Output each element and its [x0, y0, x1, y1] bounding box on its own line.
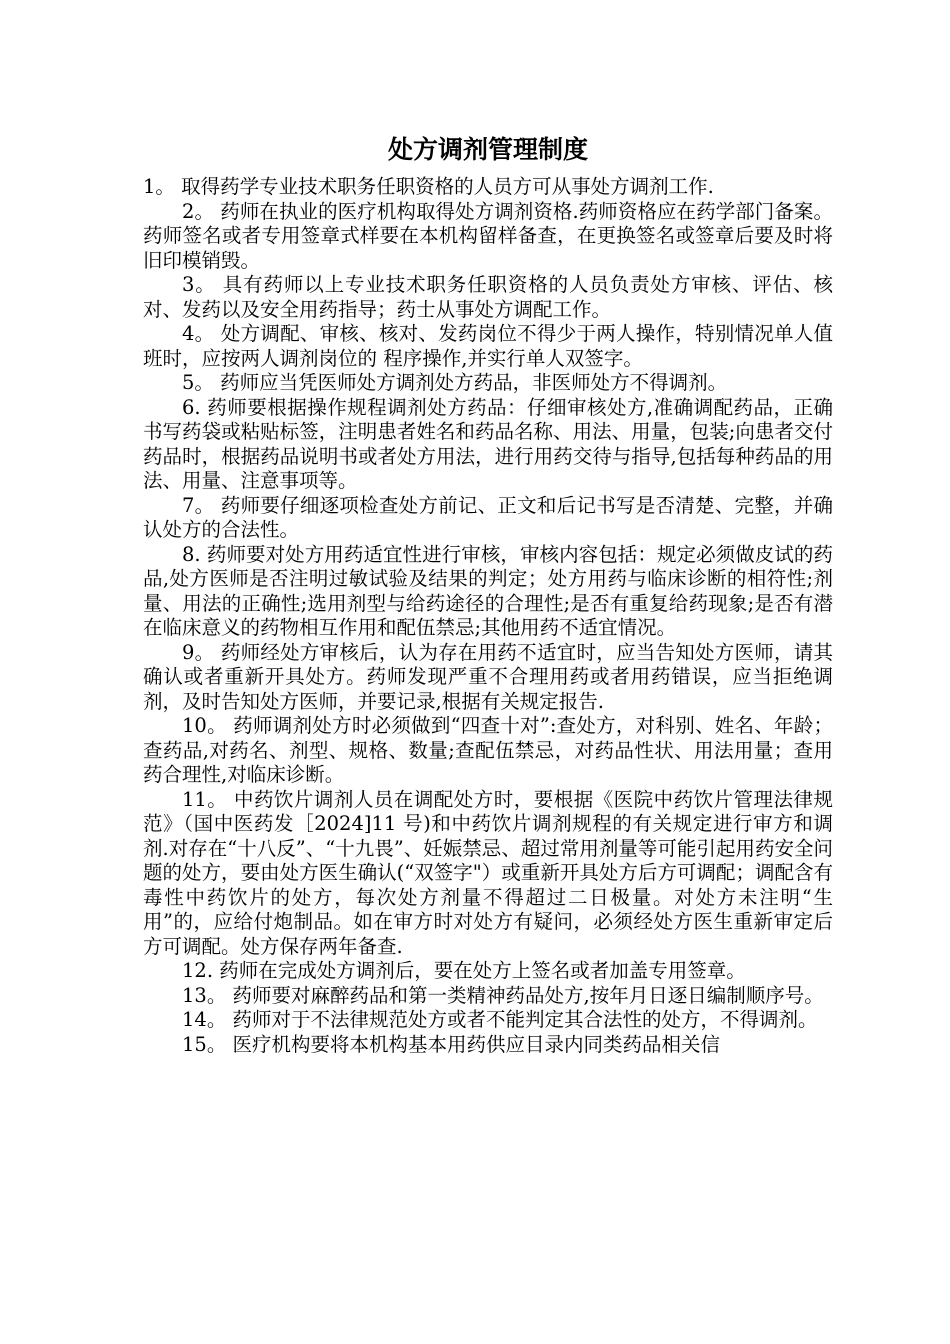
paragraph-9: 9。 药师经处方审核后，认为存在用药不适宜时，应当告知处方医师，请其确认或者重新开具处方。药师发现严重不合理用药或者用药错误，应当拒绝调剂，及时告知处方医师，并要记录,根据有关规定报告.: [143, 640, 833, 713]
document-title: 处方调剂管理制度: [387, 135, 588, 164]
paragraph-11: 11。 中药饮片调剂人员在调配处方时，要根据《医院中药饮片管理法律规范》（国中医药发［2024]11 号)和中药饮片调剂规程的有关规定进行审方和调剂.对存在“十八反”、“十九畏”、妊娠禁忌、超过常用剂量等可能引起用药安全问题的处方，要由处方医生确认(“双签字"）或重新开具处方后方可调配；调配含有毒性中药饮片的处方，每次处方剂量不得超过二日极量。对处方未注明“生用”的，应给付炮制品。如在审方时对处方有疑问，必须经处方医生重新审定后方可调配。处方保存两年备查.: [143, 787, 833, 958]
paragraph-13: 13。 药师要对麻醉药品和第一类精神药品处方,按年月日逐日编制顺序号。: [182, 983, 824, 1007]
paragraph-3: 3。 具有药师以上专业技术职务任职资格的人员负责处方审核、评估、核对、发药以及安全用药指导；药士从事处方调配工作。: [143, 273, 833, 321]
paragraph-14: 14。 药师对于不法律规范处方或者不能判定其合法性的处方，不得调剂。: [182, 1008, 818, 1031]
paragraph-2: 2。 药师在执业的医疗机构取得处方调剂资格.药师资格应在药学部门备案。药师签名或者专用签章式样要在本机构留样备查，在更换签名或签章后要及时将旧印模销毁。: [143, 199, 833, 272]
paragraph-5: 5。 药师应当凭医师处方调剂处方药品，非医师处方不得调剂。: [182, 371, 728, 394]
paragraph-6: 6. 药师要根据操作规程调剂处方药品：仔细审核处方,准确调配药品，正确书写药袋或粘贴标签，注明患者姓名和药品名称、用法、用量，包装;向患者交付药品时，根据药品说明书或者处方用法，进行用药交待与指导,包括每种药品的用法、用量、注意事项等。: [143, 395, 833, 492]
document-page: [143, 128, 833, 1057]
paragraph-8: 8. 药师要对处方用药适宜性进行审核，审核内容包括：规定必须做皮试的药品,处方医师是否注明过敏试验及结果的判定；处方用药与临床诊断的相符性;剂量、用法的正确性;选用剂型与给药途径的合理性;是否有重复给药现象;是否有潜在临床意义的药物相互作用和配伍禁忌;其他用药不适宜情况。: [143, 542, 833, 639]
paragraph-7: 7。 药师要仔细逐项检查处方前记、正文和后记书写是否清楚、完整，并确认处方的合法性。: [143, 493, 833, 541]
paragraph-10: 10。 药师调剂处方时必须做到“四查十对”:查处方，对科别、姓名、年龄；查药品,对药名、剂型、规格、数量;查配伍禁忌，对药品性状、用法用量；查用药合理性,对临床诊断。: [143, 714, 833, 786]
paragraph-4: 4。 处方调配、审核、核对、发药岗位不得少于两人操作，特别情况单人值班时，应按两人调剂岗位的 程序操作,并实行单人双签字。: [143, 322, 833, 370]
paragraph-1: 1。 取得药学专业技术职务任职资格的人员方可从事处方调剂工作.: [143, 175, 714, 198]
paragraph-15: 15。 医疗机构要将本机构基本用药供应目录内同类药品相关信: [182, 1032, 721, 1056]
paragraph-12: 12. 药师在完成处方调剂后，要在处方上签名或者加盖专用签章。: [182, 959, 746, 982]
